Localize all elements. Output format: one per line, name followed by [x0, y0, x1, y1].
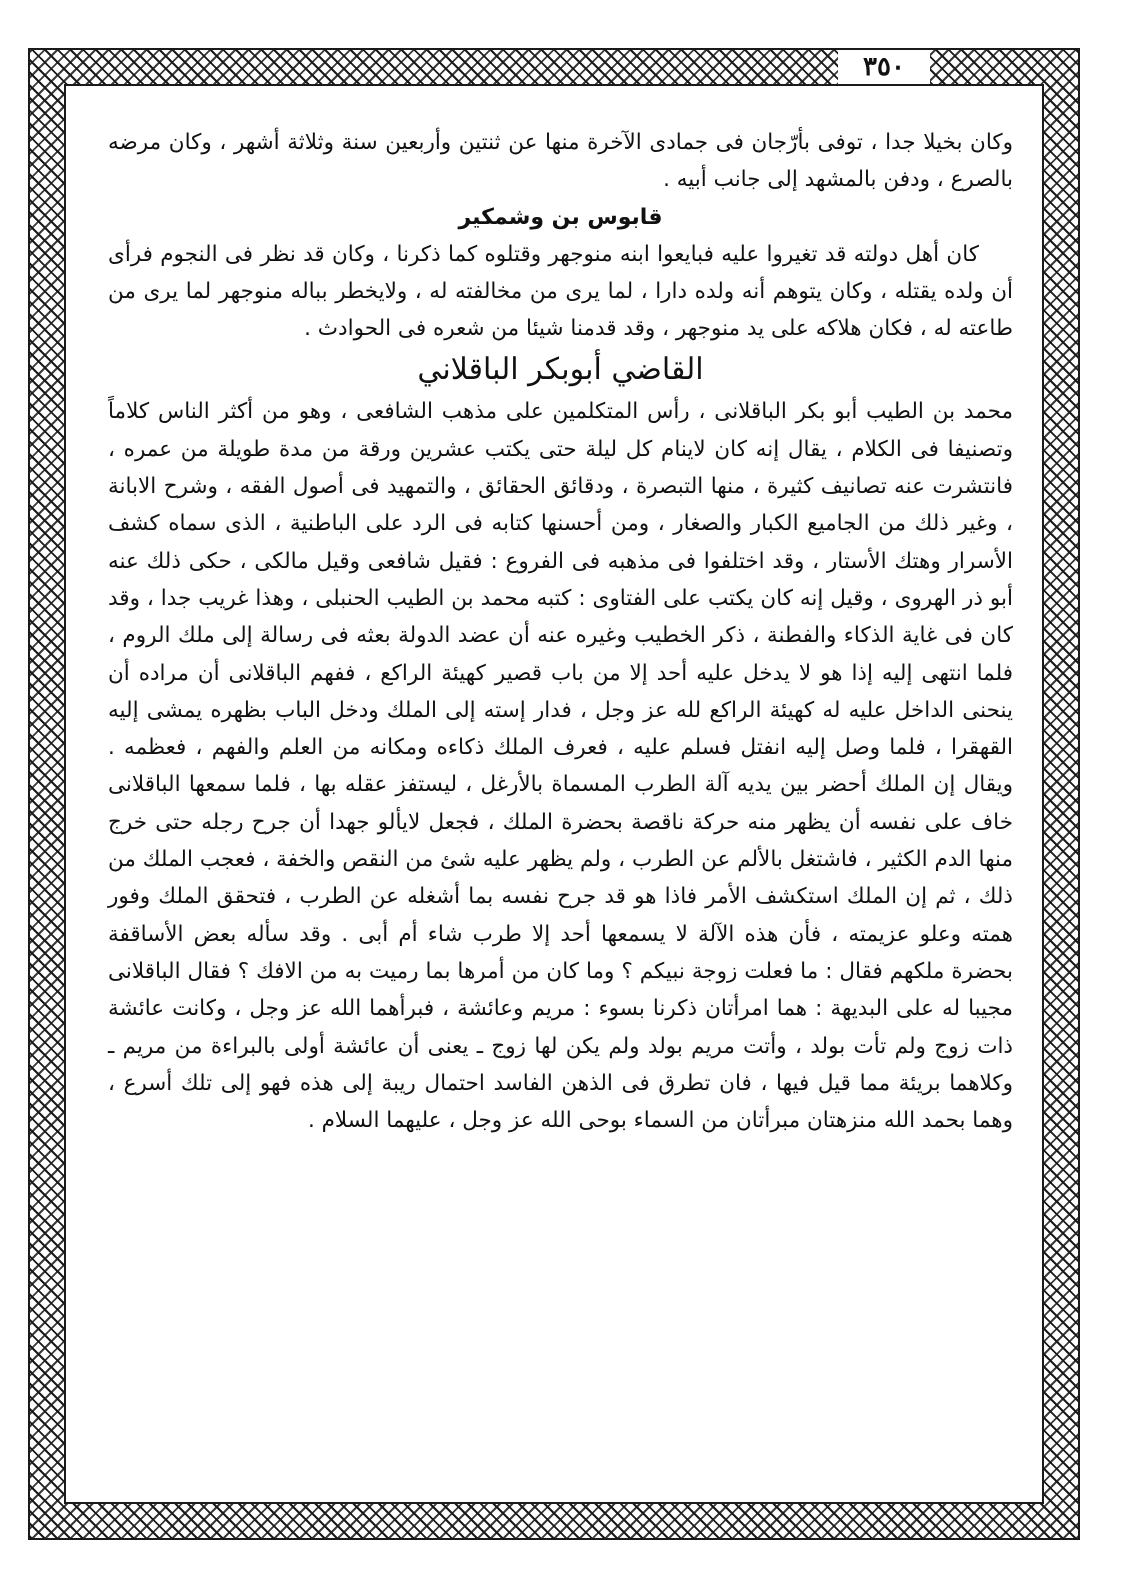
page-number: ٣٥٠: [838, 50, 930, 84]
page-body: [108, 124, 1013, 1139]
section-heading-baqillani: القاضي أبوبكر الباقلاني: [417, 352, 704, 388]
paragraph-intro: وكان بخيلا جدا ، توفى بأرّجان فى جمادى الآخرة منها عن ثنتين وأربعين سنة وثلاثة أشهر ، وكان مرضه بالصرع ، ودفن بالمشهد إلى جانب أبيه .: [108, 130, 1013, 193]
section-heading-qabus: قابوس بن وشمكير: [458, 204, 663, 230]
paragraph-baqillani: محمد بن الطيب أبو بكر الباقلانى ، رأس المتكلمين على مذهب الشافعى ، وهو من أكثر الناس كلاماً وتصنيفا فى الكلام ، يقال إنه كان لاينام كل ليلة حتى يكتب عشرين ورقة من مدة طويلة من عمره ، فانتشرت عنه تصانيف كثيرة ، منها التبصرة ، ودقائق الحقائق ، والتمهيد فى أصول الفقه ، وشرح الابانة ، وغير ذلك من الجاميع الكبار والصغار ، ومن أحسنها كتابه فى الرد على الباطنية ، الذى سماه كشف الأسرار وهتك الأستار ، وقد اختلفوا فى مذهبه فى الفروع : فقيل شافعى وقيل مالكى ، حكى ذلك عنه أبو ذر الهروى ، وقيل إنه كان يكتب على الفتاوى : كتبه محمد بن الطيب الحنبلى ، وهذا غريب جدا ، وقد كان فى غاية الذكاء والفطنة ، ذكر الخطيب وغيره عنه أن عضد الدولة بعثه فى رسالة إلى ملك الروم ، فلما انتهى إليه إذا هو لا يدخل عليه أحد إلا من باب قصير كهيئة الراكع ، ففهم الباقلانى أن مراده أن ينحنى الداخل عليه له كهيئة الراكع لله عز وجل ، فدار إسته إلى الملك ودخل الباب بظهره يمشى إليه القهقرا ، فلما وصل إليه انفتل فسلم عليه ، فعرف الملك ذكاءه ومكانه من العلم والفهم ، فعظمه . ويقال إن الملك أحضر بين يديه آلة الطرب المسماة بالأرغل ، ليستفز عقله بها ، فلما سمعها الباقلانى خاف على نفسه أن يظهر منه حركة ناقصة بحضرة الملك ، فجعل لايألو جهدا أن جرح رجله حتى خرج منها الدم الكثير ، فاشتغل بالألم عن الطرب ، ولم يظهر عليه شئ من النقص والخفة ، فعجب الملك من ذلك ، ثم إن الملك استكشف الأمر فاذا هو قد جرح نفسه بما أشغله عن الطرب ، فتحقق الملك وفور همته وعلو عزيمته ، فأن هذه الآلة لا يسمعها أحد إلا طرب شاء أم أبى . وقد سأله بعض الأساقفة بحضرة ملكهم فقال : ما فعلت زوجة نبيكم ؟ وما كان من أمرها بما رميت به من الافك ؟ فقال الباقلانى مجيبا له على البديهة : هما امرأتان ذكرنا بسوء : مريم وعائشة ، فبرأهما الله عز وجل ، وكانت عائشة ذات زوج ولم تأت بولد ، وأتت مريم بولد ولم يكن لها زوج ـ يعنى أن عائشة أولى بالبراءة من مريم ـ وكلاهما بريئة مما قيل فيها ، فان تطرق فى الذهن الفاسد احتمال ريبة إلى هذه فهو إلى تلك أسرع ، وهما بحمد الله منزهتان مبرأتان من السماء بوحى الله عز وجل ، عليهما السلام .: [108, 399, 1013, 1134]
paragraph-qabus: كان أهل دولته قد تغيروا عليه فبايعوا ابنه منوجهر وقتلوه كما ذكرنا ، وكان قد نظر فى النجوم فرأى أن ولده يقتله ، وكان يتوهم أنه ولده دارا ، لما يرى من مخالفته له ، ولايخطر بباله منوجهر لما يرى من طاعته له ، فكان هلاكه على يد منوجهر ، وقد قدمنا شيئا من شعره فى الحوادث .: [108, 241, 1013, 342]
